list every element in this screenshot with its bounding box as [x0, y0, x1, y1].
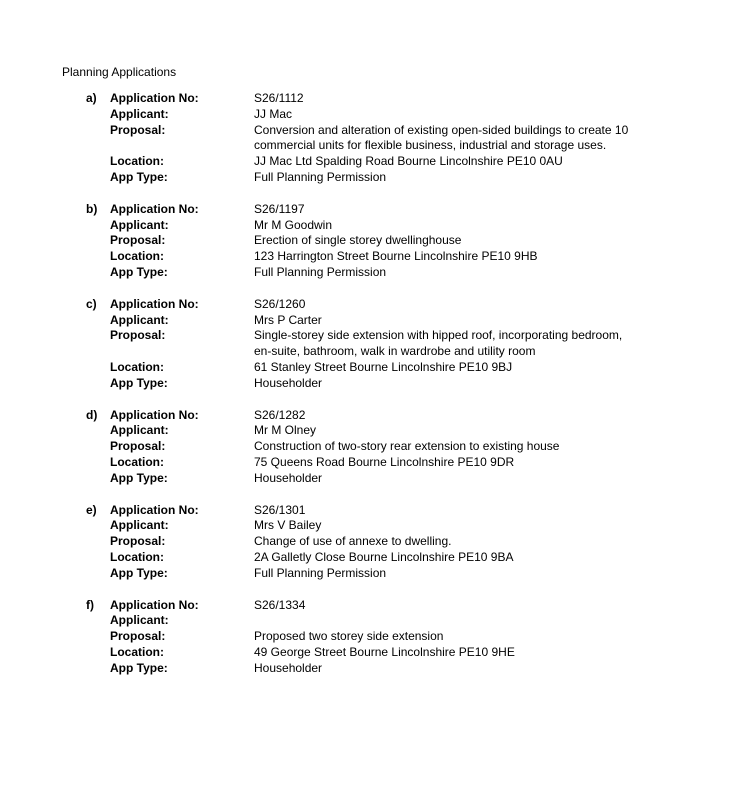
application-no-row: [0, 598, 747, 614]
applicant-row: [0, 107, 747, 123]
location-row: [0, 550, 747, 566]
proposal-label: Proposal:: [110, 534, 166, 549]
application-letter: b): [86, 201, 98, 216]
proposal-line: commercial units for flexible business, industrial and storage uses.: [254, 138, 607, 153]
location-label: Location:: [110, 359, 164, 374]
application-no-value: S26/1260: [254, 296, 306, 311]
location-label: Location:: [110, 154, 164, 169]
application-letter: a): [86, 91, 97, 105]
applicant-value: Mrs P Carter: [254, 312, 322, 327]
application-entry: [0, 297, 747, 392]
location-row: [0, 360, 747, 376]
proposal-row: [0, 123, 747, 155]
proposal-label: Proposal:: [110, 629, 166, 644]
applicant-label: Applicant:: [110, 106, 169, 121]
location-row: [0, 645, 747, 661]
app-type-value: Householder: [254, 375, 323, 390]
application-no-label: Application No:: [110, 597, 199, 612]
application-no-row: [0, 503, 747, 519]
applicant-row: [0, 518, 747, 534]
applicant-label: Applicant:: [110, 613, 169, 628]
application-entry: [0, 91, 747, 186]
app-type-row: [0, 471, 747, 487]
proposal-value: Proposed two storey side extension: [254, 629, 444, 644]
location-label: Location:: [110, 454, 164, 469]
application-no-label: Application No:: [110, 91, 199, 105]
app-type-row: [0, 376, 747, 392]
application-letter: d): [86, 407, 98, 422]
proposal-label: Proposal:: [110, 122, 166, 137]
location-value: 123 Harrington Street Bourne Lincolnshire PE10 9HB: [254, 249, 538, 264]
application-entry: [0, 503, 747, 582]
app-type-label: App Type:: [110, 264, 168, 279]
application-entry: [0, 598, 747, 677]
location-row: [0, 154, 747, 170]
location-label: Location:: [110, 249, 164, 264]
app-type-row: [0, 265, 747, 281]
application-entry: [0, 408, 747, 487]
app-type-value: Householder: [254, 660, 323, 675]
applicant-value: Mrs V Bailey: [254, 518, 322, 533]
app-type-row: [0, 170, 747, 186]
proposal-row: [0, 439, 747, 455]
proposal-value: Erection of single storey dwellinghouse: [254, 233, 462, 248]
app-type-row: [0, 566, 747, 582]
application-entry: [0, 202, 747, 281]
application-no-label: Application No:: [110, 502, 199, 517]
app-type-value: Full Planning Permission: [254, 169, 387, 184]
proposal-label: Proposal:: [110, 328, 166, 343]
location-label: Location:: [110, 644, 164, 659]
application-no-label: Application No:: [110, 296, 199, 311]
application-letter: f): [86, 597, 94, 612]
app-type-label: App Type:: [110, 660, 168, 675]
application-no-label: Application No:: [110, 201, 199, 216]
proposal-line: en-suite, bathroom, walk in wardrobe and utility room: [254, 344, 536, 359]
application-no-row: [0, 91, 747, 107]
applicant-label: Applicant:: [110, 518, 169, 533]
app-type-label: App Type:: [110, 375, 168, 390]
proposal-row: [0, 629, 747, 645]
applicant-value: Mr M Goodwin: [254, 217, 333, 232]
application-no-value: S26/1112: [254, 91, 304, 105]
applicant-label: Applicant:: [110, 217, 169, 232]
proposal-value: Construction of two-story rear extension to existing house: [254, 439, 560, 454]
application-no-value: S26/1334: [254, 597, 306, 612]
application-no-value: S26/1197: [254, 201, 305, 216]
app-type-label: App Type:: [110, 169, 168, 184]
application-no-row: [0, 202, 747, 218]
proposal-row: [0, 328, 747, 360]
location-value: JJ Mac Ltd Spalding Road Bourne Lincolnshire PE10 0AU: [254, 154, 563, 169]
applicant-label: Applicant:: [110, 312, 169, 327]
app-type-value: Full Planning Permission: [254, 264, 387, 279]
application-no-value: S26/1282: [254, 407, 306, 422]
application-no-row: [0, 408, 747, 424]
location-value: 2A Galletly Close Bourne Lincolnshire PE10 9BA: [254, 549, 514, 564]
application-letter: c): [86, 296, 97, 311]
app-type-label: App Type:: [110, 470, 168, 485]
location-value: 49 George Street Bourne Lincolnshire PE10 9HE: [254, 644, 515, 659]
location-value: 75 Queens Road Bourne Lincolnshire PE10 9DR: [254, 454, 515, 469]
app-type-value: Householder: [254, 470, 323, 485]
document-title: Planning Applications: [62, 65, 177, 79]
app-type-label: App Type:: [110, 565, 168, 580]
applicant-row: [0, 313, 747, 329]
proposal-row: [0, 233, 747, 249]
app-type-row: [0, 661, 747, 677]
application-no-row: [0, 297, 747, 313]
location-label: Location:: [110, 549, 164, 564]
proposal-label: Proposal:: [110, 439, 166, 454]
proposal-line: Conversion and alteration of existing open-sided buildings to create 10: [254, 122, 629, 137]
proposal-label: Proposal:: [110, 233, 166, 248]
application-no-value: S26/1301: [254, 502, 306, 517]
applicant-value: JJ Mac: [254, 106, 293, 121]
proposal-value: [254, 123, 674, 155]
proposal-row: [0, 534, 747, 550]
location-row: [0, 455, 747, 471]
proposal-value: [254, 328, 674, 360]
application-no-label: Application No:: [110, 407, 199, 422]
applicant-value: Mr M Olney: [254, 423, 317, 438]
applicant-label: Applicant:: [110, 423, 169, 438]
proposal-line: Single-storey side extension with hipped roof, incorporating bedroom,: [254, 328, 623, 343]
applicant-row: [0, 613, 747, 629]
location-value: 61 Stanley Street Bourne Lincolnshire PE10 9BJ: [254, 359, 513, 374]
applications-list: [0, 91, 747, 693]
application-letter: e): [86, 502, 97, 517]
applicant-row: [0, 423, 747, 439]
location-row: [0, 249, 747, 265]
proposal-value: Change of use of annexe to dwelling.: [254, 534, 452, 549]
app-type-value: Full Planning Permission: [254, 565, 387, 580]
applicant-row: [0, 218, 747, 234]
